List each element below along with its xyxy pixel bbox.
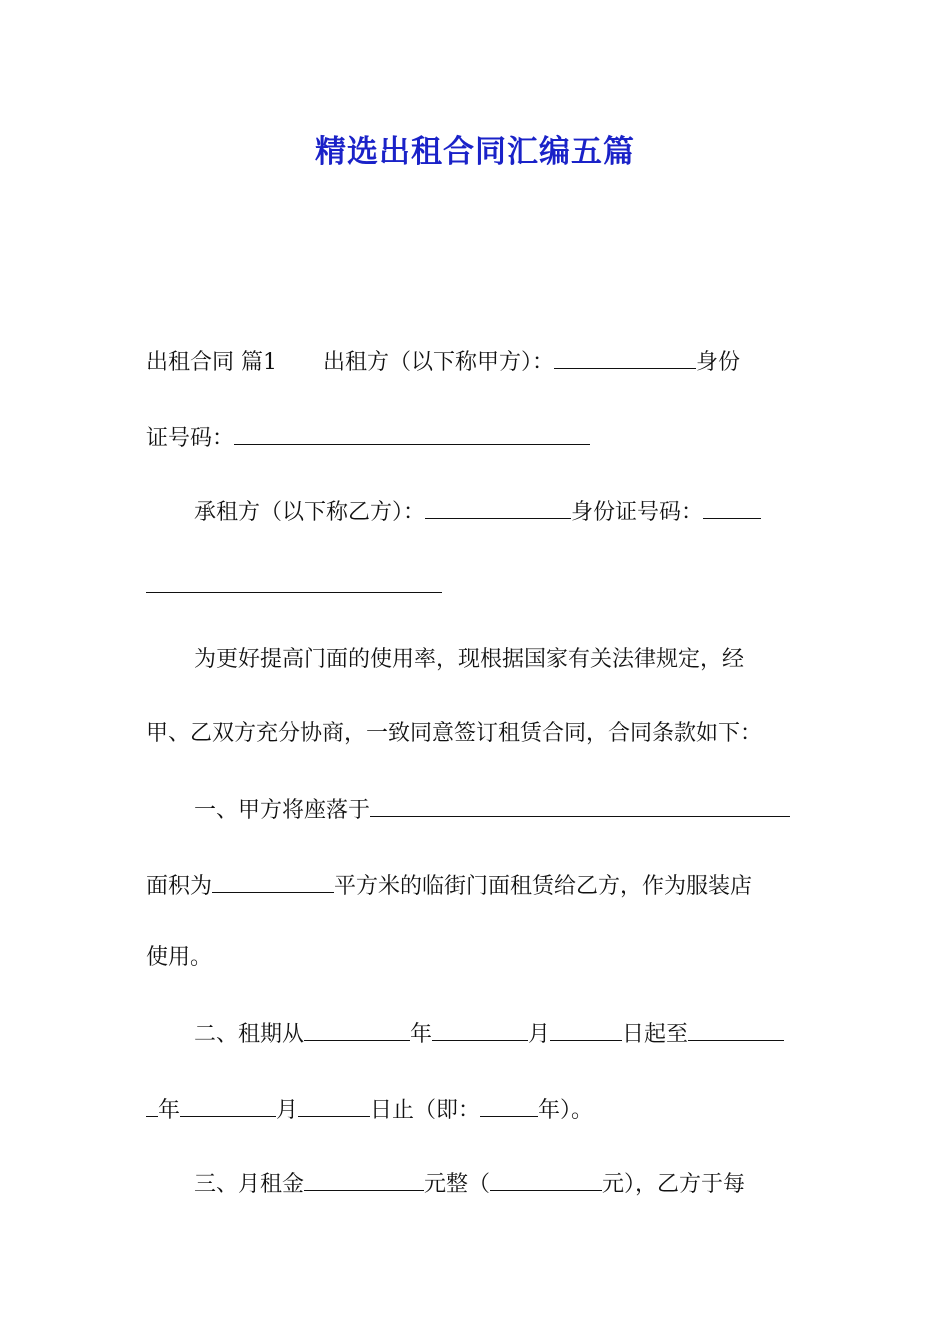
line-lessor-id (146, 418, 806, 457)
start-year-blank (304, 1014, 410, 1041)
clause1-label: 一、甲方将座落于 (194, 798, 371, 823)
lessor-id-blank (234, 418, 590, 445)
term-years-blank (480, 1090, 538, 1117)
lessor-name-blank (554, 342, 696, 369)
para-intro-line2: 甲、乙双方充分协商，一致同意签订租赁合同，合同条款如下： (146, 721, 763, 746)
start-month-blank (432, 1014, 528, 1041)
month-label-2: 月 (276, 1098, 299, 1123)
lessee-id-blank-b (146, 566, 442, 593)
line-lessor (146, 342, 806, 381)
id-label-part2: 证号码： (146, 426, 235, 451)
month-label-1: 月 (528, 1022, 551, 1047)
location-blank (370, 790, 790, 817)
end-year-blank-a (688, 1014, 784, 1041)
clause1-line3: 使用。 (146, 945, 213, 970)
area-blank (212, 866, 334, 893)
para-intro-line1: 为更好提高门面的使用率，现根据国家有关法律规定，经 (194, 647, 745, 672)
clause2-line2 (146, 1090, 806, 1129)
rent-tail: 元），乙方于每 (602, 1172, 746, 1197)
lessee-id-blank-a (703, 492, 761, 519)
year-label-1: 年 (410, 1022, 433, 1047)
lessee-name-blank (425, 492, 571, 519)
end-day-blank (298, 1090, 370, 1117)
rent-label: 三、月租金 (194, 1172, 305, 1197)
clause1-line2 (146, 866, 806, 905)
line-lessee-id-cont (146, 566, 806, 605)
end-year-blank-b (146, 1090, 158, 1117)
lessee-id-label: 身份证号码： (571, 500, 704, 525)
day-label-1: 日起至 (622, 1022, 689, 1047)
term-label: 二、租期从 (194, 1022, 305, 1047)
document-title: 精选出租合同汇编五篇 (315, 134, 635, 170)
clause1-line1 (194, 790, 806, 829)
clause3-line1 (194, 1164, 806, 1203)
year-label-2: 年 (158, 1098, 181, 1123)
year-label-3: 年）。 (538, 1098, 594, 1123)
lessor-label: 出租方（以下称甲方）： (323, 350, 555, 375)
start-day-blank (550, 1014, 622, 1041)
rent-amount-blank (304, 1164, 424, 1191)
id-label-part1: 身份 (696, 350, 741, 375)
rent-amount-words-blank (490, 1164, 602, 1191)
area-label: 面积为 (146, 874, 213, 899)
lessee-label: 承租方（以下称乙方）： (194, 500, 426, 525)
end-month-blank (180, 1090, 276, 1117)
rent-unit-label: 元整（ (424, 1172, 491, 1197)
section-label: 出租合同 篇1 (146, 350, 277, 375)
clause2-line1 (194, 1014, 806, 1053)
day-label-2: 日止（即： (370, 1098, 481, 1123)
area-desc: 平方米的临街门面租赁给乙方，作为服装店 (334, 874, 753, 899)
line-lessee (194, 492, 806, 531)
